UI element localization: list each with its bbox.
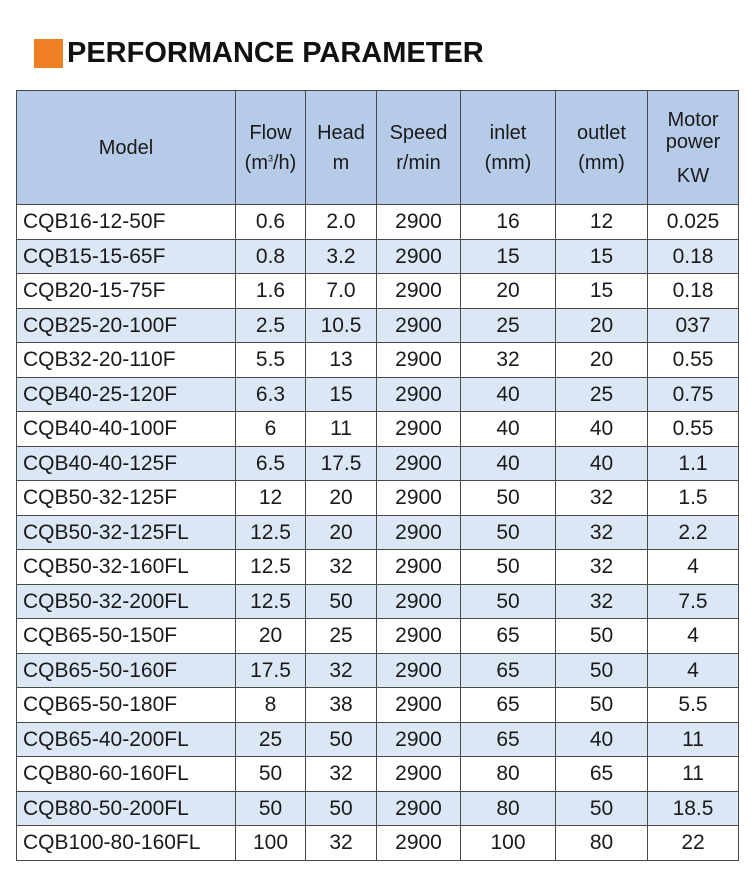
header-speed: Speed r/min: [377, 91, 461, 205]
cell-motor-power: 0.55: [648, 343, 739, 378]
table-row: [17, 274, 739, 309]
table-row: [17, 550, 739, 585]
cell-motor-power: 4: [648, 653, 739, 688]
cell-flow: 50: [236, 757, 306, 792]
cell-outlet: 50: [556, 619, 648, 654]
cell-model: CQB15-15-65F: [17, 239, 236, 274]
cell-inlet: 20: [461, 274, 556, 309]
cell-speed: 2900: [377, 757, 461, 792]
cell-speed: 2900: [377, 308, 461, 343]
cell-speed: 2900: [377, 722, 461, 757]
cell-head: 50: [306, 722, 377, 757]
table-row: [17, 791, 739, 826]
cell-head: 10.5: [306, 308, 377, 343]
cell-flow: 6.3: [236, 377, 306, 412]
cell-head: 50: [306, 584, 377, 619]
cell-motor-power: 0.025: [648, 205, 739, 240]
table-row: [17, 481, 739, 516]
table-row: [17, 757, 739, 792]
cell-motor-power: 11: [648, 757, 739, 792]
cell-outlet: 40: [556, 446, 648, 481]
cell-speed: 2900: [377, 826, 461, 861]
cell-outlet: 50: [556, 791, 648, 826]
cell-outlet: 20: [556, 308, 648, 343]
cell-outlet: 40: [556, 412, 648, 447]
cell-flow: 12: [236, 481, 306, 516]
cell-head: 32: [306, 757, 377, 792]
cell-model: CQB25-20-100F: [17, 308, 236, 343]
table-row: [17, 653, 739, 688]
header-outlet: outlet (mm): [556, 91, 648, 205]
table-row: [17, 515, 739, 550]
cell-outlet: 32: [556, 584, 648, 619]
table-row: [17, 377, 739, 412]
cell-motor-power: 0.75: [648, 377, 739, 412]
cell-inlet: 50: [461, 481, 556, 516]
cell-model: CQB40-40-100F: [17, 412, 236, 447]
cell-outlet: 32: [556, 550, 648, 585]
cell-motor-power: 0.18: [648, 239, 739, 274]
performance-table: [16, 90, 739, 861]
cell-flow: 100: [236, 826, 306, 861]
cell-motor-power: 1.5: [648, 481, 739, 516]
cell-inlet: 80: [461, 791, 556, 826]
cell-inlet: 65: [461, 722, 556, 757]
cell-head: 2.0: [306, 205, 377, 240]
cell-model: CQB65-50-160F: [17, 653, 236, 688]
table-row: [17, 239, 739, 274]
table-row: [17, 584, 739, 619]
cell-head: 50: [306, 791, 377, 826]
cell-flow: 17.5: [236, 653, 306, 688]
cell-model: CQB65-50-180F: [17, 688, 236, 723]
cell-outlet: 12: [556, 205, 648, 240]
cell-outlet: 32: [556, 515, 648, 550]
table-row: [17, 688, 739, 723]
cell-motor-power: 22: [648, 826, 739, 861]
cell-inlet: 40: [461, 377, 556, 412]
cell-head: 38: [306, 688, 377, 723]
cell-model: CQB32-20-110F: [17, 343, 236, 378]
header-flow: Flow $(m^3/h)$: [236, 91, 306, 205]
cell-speed: 2900: [377, 688, 461, 723]
cell-outlet: 50: [556, 653, 648, 688]
header-inlet: inlet (mm): [461, 91, 556, 205]
cell-flow: 0.8: [236, 239, 306, 274]
cell-speed: 2900: [377, 584, 461, 619]
cell-flow: 0.6: [236, 205, 306, 240]
cell-inlet: 25: [461, 308, 556, 343]
header-model: Model: [17, 91, 236, 205]
page-title: PERFORMANCE PARAMETER: [67, 36, 484, 69]
cell-inlet: 40: [461, 412, 556, 447]
cell-outlet: 25: [556, 377, 648, 412]
cell-inlet: 50: [461, 584, 556, 619]
cell-inlet: 65: [461, 619, 556, 654]
cell-model: CQB80-60-160FL: [17, 757, 236, 792]
cell-speed: 2900: [377, 481, 461, 516]
cell-head: 3.2: [306, 239, 377, 274]
cell-flow: 25: [236, 722, 306, 757]
table-row: [17, 826, 739, 861]
cell-head: 11: [306, 412, 377, 447]
cell-speed: 2900: [377, 791, 461, 826]
cell-model: CQB50-32-125FL: [17, 515, 236, 550]
cell-speed: 2900: [377, 550, 461, 585]
cell-motor-power: 11: [648, 722, 739, 757]
cell-flow: 2.5: [236, 308, 306, 343]
cell-outlet: 20: [556, 343, 648, 378]
cell-speed: 2900: [377, 343, 461, 378]
cell-speed: 2900: [377, 239, 461, 274]
cell-outlet: 80: [556, 826, 648, 861]
cell-speed: 2900: [377, 412, 461, 447]
cell-speed: 2900: [377, 205, 461, 240]
cell-flow: 12.5: [236, 515, 306, 550]
cell-model: CQB80-50-200FL: [17, 791, 236, 826]
cell-flow: 50: [236, 791, 306, 826]
cell-flow: 5.5: [236, 343, 306, 378]
cell-head: 32: [306, 826, 377, 861]
table-row: [17, 412, 739, 447]
cell-inlet: 65: [461, 653, 556, 688]
cell-head: 32: [306, 653, 377, 688]
cell-inlet: 100: [461, 826, 556, 861]
cell-head: 7.0: [306, 274, 377, 309]
cell-flow: 12.5: [236, 584, 306, 619]
cell-inlet: 65: [461, 688, 556, 723]
section-heading: [34, 36, 484, 70]
cell-model: CQB50-32-125F: [17, 481, 236, 516]
cell-motor-power: 4: [648, 550, 739, 585]
cell-motor-power: 18.5: [648, 791, 739, 826]
cell-model: CQB40-25-120F: [17, 377, 236, 412]
cell-model: CQB16-12-50F: [17, 205, 236, 240]
cell-motor-power: 5.5: [648, 688, 739, 723]
cell-motor-power: 037: [648, 308, 739, 343]
cell-flow: 12.5: [236, 550, 306, 585]
cell-motor-power: 0.18: [648, 274, 739, 309]
cell-outlet: 15: [556, 274, 648, 309]
cell-head: 25: [306, 619, 377, 654]
cell-head: 20: [306, 515, 377, 550]
cell-inlet: 16: [461, 205, 556, 240]
cell-flow: 6: [236, 412, 306, 447]
cell-flow: 6.5: [236, 446, 306, 481]
cell-speed: 2900: [377, 619, 461, 654]
table-row: [17, 446, 739, 481]
cell-flow: 1.6: [236, 274, 306, 309]
cell-model: CQB65-40-200FL: [17, 722, 236, 757]
cell-flow: 8: [236, 688, 306, 723]
cell-model: CQB20-15-75F: [17, 274, 236, 309]
cell-speed: 2900: [377, 653, 461, 688]
orange-square-icon: [34, 39, 63, 68]
cell-motor-power: 7.5: [648, 584, 739, 619]
cell-model: CQB65-50-150F: [17, 619, 236, 654]
cell-head: 20: [306, 481, 377, 516]
cell-inlet: 32: [461, 343, 556, 378]
cell-motor-power: 1.1: [648, 446, 739, 481]
cell-outlet: 15: [556, 239, 648, 274]
cell-flow: 20: [236, 619, 306, 654]
cell-head: 15: [306, 377, 377, 412]
table-row: [17, 722, 739, 757]
cell-speed: 2900: [377, 274, 461, 309]
cell-head: 13: [306, 343, 377, 378]
table-row: [17, 619, 739, 654]
cell-model: CQB50-32-160FL: [17, 550, 236, 585]
table-row: [17, 308, 739, 343]
cell-speed: 2900: [377, 515, 461, 550]
cell-model: CQB40-40-125F: [17, 446, 236, 481]
cell-inlet: 80: [461, 757, 556, 792]
cell-outlet: 32: [556, 481, 648, 516]
cell-outlet: 65: [556, 757, 648, 792]
cell-head: 17.5: [306, 446, 377, 481]
cell-inlet: 50: [461, 550, 556, 585]
cell-outlet: 50: [556, 688, 648, 723]
cell-inlet: 40: [461, 446, 556, 481]
table-row: [17, 205, 739, 240]
header-head: Head m: [306, 91, 377, 205]
header-motor-power: Motor power KW: [648, 91, 739, 205]
cell-outlet: 40: [556, 722, 648, 757]
cell-model: CQB100-80-160FL: [17, 826, 236, 861]
cell-model: CQB50-32-200FL: [17, 584, 236, 619]
cell-speed: 2900: [377, 446, 461, 481]
cell-speed: 2900: [377, 377, 461, 412]
cell-motor-power: 2.2: [648, 515, 739, 550]
cell-motor-power: 4: [648, 619, 739, 654]
cell-head: 32: [306, 550, 377, 585]
cell-inlet: 50: [461, 515, 556, 550]
cell-inlet: 15: [461, 239, 556, 274]
table-row: [17, 343, 739, 378]
table-header-row: [17, 91, 739, 205]
cell-motor-power: 0.55: [648, 412, 739, 447]
